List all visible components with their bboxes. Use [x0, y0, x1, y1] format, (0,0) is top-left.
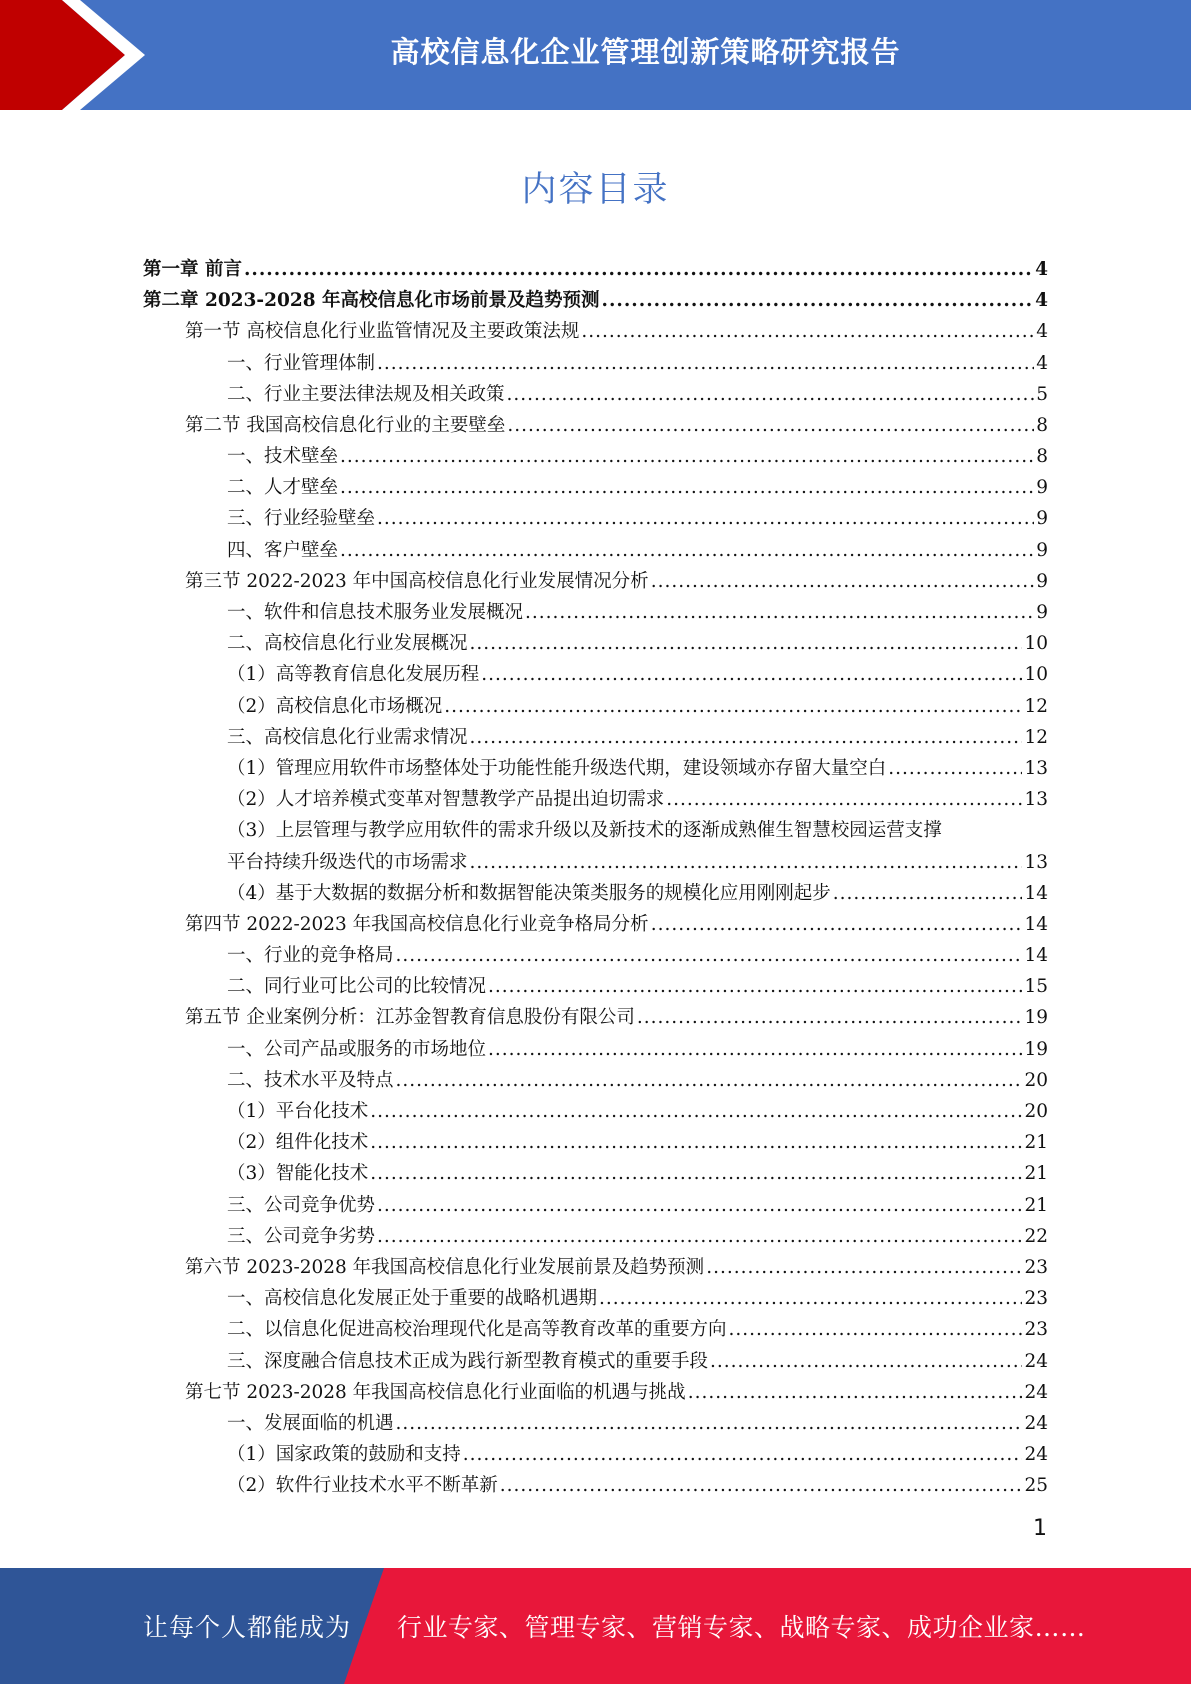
toc-entry-item-multiline[interactable] [143, 815, 1048, 877]
toc-page-number: 24 [1024, 1444, 1048, 1466]
toc-page-number: 14 [1024, 913, 1048, 935]
toc-entry-subsection[interactable] [143, 1346, 1048, 1377]
toc-entry-subsection[interactable] [143, 348, 1048, 379]
toc-page-number: 22 [1024, 1225, 1048, 1247]
dot-leader [525, 597, 1034, 628]
toc-entry-text: 第七节 2023-2028 年我国高校信息化行业面临的机遇与挑战 [185, 1381, 686, 1403]
toc-page-number: 13 [1024, 789, 1048, 811]
dot-leader [340, 472, 1034, 503]
toc-entry-subsection[interactable] [143, 472, 1048, 503]
toc-entry-text: （2）组件化技术 [227, 1132, 369, 1154]
toc-page-number: 8 [1036, 414, 1048, 436]
toc-entry-section[interactable] [143, 1252, 1048, 1283]
toc-entry-subsection[interactable] [143, 971, 1048, 1002]
toc-page-number: 21 [1024, 1194, 1048, 1216]
toc-page-number: 14 [1024, 882, 1048, 904]
dot-leader [396, 940, 1023, 971]
dot-leader [463, 1439, 1023, 1470]
toc-page-number: 5 [1036, 383, 1048, 405]
toc-entry-text: 第四节 2022-2023 年我国高校信息化行业竞争格局分析 [185, 913, 649, 935]
toc-page-number: 20 [1024, 1101, 1048, 1123]
dot-leader [481, 659, 1022, 690]
toc-entry-subsection[interactable] [143, 597, 1048, 628]
toc-entry-text: （3）上层管理与教学应用软件的需求升级以及新技术的逐渐成熟催生智慧校园运营支撑 [227, 820, 942, 842]
header-arrow-decoration [0, 0, 160, 110]
report-title: 高校信息化企业管理创新策略研究报告 [390, 34, 901, 69]
toc-entry-text: 一、行业管理体制 [227, 352, 376, 374]
dot-leader [370, 1158, 1022, 1189]
toc-entry-text: 一、软件和信息技术服务业发展概况 [227, 602, 524, 624]
toc-entry-text: （3）智能化技术 [227, 1163, 369, 1185]
dot-leader [370, 1096, 1022, 1127]
toc-entry-text: 第五节 企业案例分析：江苏金智教育信息股份有限公司 [185, 1007, 635, 1029]
toc-entry-text: 第一节 高校信息化行业监管情况及主要政策法规 [185, 321, 580, 343]
dot-leader [340, 535, 1034, 566]
toc-entry-section[interactable] [143, 316, 1048, 347]
toc-entry-item[interactable] [143, 1439, 1048, 1470]
toc-entry-text: 二、技术水平及特点 [227, 1069, 394, 1091]
toc-entry-text: 一、行业的竞争格局 [227, 945, 394, 967]
toc-page-number: 21 [1024, 1132, 1048, 1154]
toc-entry-chapter-1[interactable] [143, 254, 1048, 285]
toc-page-number: 10 [1024, 633, 1048, 655]
dot-leader [710, 1346, 1022, 1377]
dot-leader [888, 753, 1022, 784]
dot-leader [470, 628, 1023, 659]
toc-entry-item[interactable] [143, 1158, 1048, 1189]
toc-entry-subsection[interactable] [143, 940, 1048, 971]
toc-entry-text: 二、行业主要法律法规及相关政策 [227, 383, 505, 405]
toc-entry-subsection[interactable] [143, 1408, 1048, 1439]
header-banner [0, 0, 1191, 110]
toc-entry-section[interactable] [143, 566, 1048, 597]
toc-entry-text: 四、客户壁垒 [227, 539, 339, 561]
toc-entry-text: （4）基于大数据的数据分析和数据智能决策类服务的规模化应用刚刚起步 [227, 882, 831, 904]
toc-page-number: 24 [1024, 1412, 1048, 1434]
toc-entry-text: 一、高校信息化发展正处于重要的战略机遇期 [227, 1288, 598, 1310]
toc-page-number: 23 [1024, 1288, 1048, 1310]
toc-entry-subsection[interactable] [143, 1221, 1048, 1252]
dot-leader [244, 254, 1033, 285]
dot-leader [833, 878, 1023, 909]
toc-entry-section[interactable] [143, 410, 1048, 441]
toc-entry-text: （2）高校信息化市场概况 [227, 695, 443, 717]
toc-entry-item[interactable] [143, 691, 1048, 722]
toc-entry-subsection[interactable] [143, 722, 1048, 753]
dot-leader [488, 971, 1022, 1002]
toc-entry-subsection[interactable] [143, 504, 1048, 535]
toc-entry-item[interactable] [143, 1127, 1048, 1158]
toc-entry-section[interactable] [143, 909, 1048, 940]
toc-entry-continuation [227, 847, 1048, 878]
dot-leader [599, 1283, 1022, 1314]
dot-leader [488, 1034, 1022, 1065]
toc-entry-subsection[interactable] [143, 379, 1048, 410]
dot-leader [396, 1408, 1023, 1439]
toc-page-number: 4 [1036, 321, 1048, 343]
toc-page-number: 21 [1024, 1163, 1048, 1185]
dot-leader [396, 1065, 1023, 1096]
dot-leader [444, 691, 1022, 722]
toc-entry-item[interactable] [143, 878, 1048, 909]
toc-page-number: 25 [1024, 1475, 1048, 1497]
toc-entry-text: 三、高校信息化行业需求情况 [227, 726, 468, 748]
dot-leader [377, 348, 1034, 379]
toc-entry-text-continued: 平台持续升级迭代的市场需求 [227, 851, 468, 873]
dot-leader [507, 379, 1035, 410]
toc-entry-text: 三、公司竞争优势 [227, 1194, 376, 1216]
toc-page-number: 4 [1035, 258, 1048, 280]
dot-leader [370, 1127, 1022, 1158]
toc-entry-text: 第一章 前言 [143, 258, 242, 280]
dot-leader [470, 847, 1023, 878]
toc-entry-subsection[interactable] [143, 1190, 1048, 1221]
dot-leader [706, 1252, 1022, 1283]
toc-page-number: 4 [1036, 352, 1048, 374]
toc-entry-text: 三、公司竞争劣势 [227, 1225, 376, 1247]
dot-leader [688, 1377, 1023, 1408]
dot-leader [666, 784, 1022, 815]
dot-leader [651, 566, 1035, 597]
toc-entry-text: （1）高等教育信息化发展历程 [227, 664, 480, 686]
toc-entry-text: （2）人才培养模式变革对智慧教学产品提出迫切需求 [227, 789, 665, 811]
toc-page-number: 8 [1036, 446, 1048, 468]
toc-entry-subsection[interactable] [143, 1283, 1048, 1314]
toc-entry-text: （1）平台化技术 [227, 1101, 369, 1123]
toc-page-number: 19 [1024, 1038, 1048, 1060]
toc-entry-text: 第六节 2023-2028 年我国高校信息化行业发展前景及趋势预测 [185, 1256, 705, 1278]
dot-leader [500, 1470, 1023, 1501]
toc-entry-text: 第三节 2022-2023 年中国高校信息化行业发展情况分析 [185, 570, 649, 592]
toc-entry-item[interactable] [143, 1096, 1048, 1127]
toc-entry-section[interactable] [143, 1003, 1048, 1034]
toc-page-number: 24 [1024, 1350, 1048, 1372]
footer-slogan-right: 行业专家、管理专家、营销专家、战略专家、成功企业家…… [397, 1613, 1086, 1642]
dot-leader [581, 316, 1034, 347]
toc-page-number: 19 [1024, 1007, 1048, 1029]
toc-entry-subsection[interactable] [143, 535, 1048, 566]
toc-entry-subsection[interactable] [143, 1065, 1048, 1096]
toc-page-number: 24 [1024, 1381, 1048, 1403]
toc-page-number: 9 [1036, 477, 1048, 499]
toc-entry-text: 三、深度融合信息技术正成为践行新型教育模式的重要手段 [227, 1350, 709, 1372]
toc-page-number: 13 [1024, 757, 1048, 779]
dot-leader [470, 722, 1023, 753]
dot-leader [377, 1221, 1022, 1252]
toc-entry-text: 一、技术壁垒 [227, 446, 339, 468]
toc-page-number: 20 [1024, 1069, 1048, 1091]
dot-leader [637, 1002, 1023, 1033]
toc-entry-subsection[interactable] [143, 1314, 1048, 1345]
toc-entry-subsection[interactable] [143, 1034, 1048, 1065]
toc-entry-subsection[interactable] [143, 441, 1048, 472]
toc-entry-text: 二、以信息化促进高校治理现代化是高等教育改革的重要方向 [227, 1319, 727, 1341]
toc-page-number: 9 [1036, 539, 1048, 561]
toc-page-number: 12 [1024, 726, 1048, 748]
toc-entry-text: 一、公司产品或服务的市场地位 [227, 1038, 487, 1060]
dot-leader [729, 1314, 1023, 1345]
toc-entry-text: 二、人才壁垒 [227, 477, 339, 499]
toc-entry-text: 第二节 我国高校信息化行业的主要壁垒 [185, 414, 506, 436]
toc-entry-text: 第二章 2023-2028 年高校信息化市场前景及趋势预测 [143, 290, 600, 312]
dot-leader [377, 1190, 1022, 1221]
toc-page-number: 12 [1024, 695, 1048, 717]
toc-entry-text: 一、发展面临的机遇 [227, 1412, 394, 1434]
toc-page-number: 9 [1036, 508, 1048, 530]
toc-entry-text: 三、行业经验壁垒 [227, 508, 376, 530]
toc-entry-section[interactable] [143, 1377, 1048, 1408]
toc-entry-chapter-2[interactable] [143, 285, 1048, 316]
toc-entry-text: （1）管理应用软件市场整体处于功能性能升级迭代期，建设领域亦存留大量空白 [227, 757, 887, 779]
table-of-contents [143, 254, 1048, 1502]
dot-leader [507, 410, 1034, 441]
toc-heading: 内容目录 [521, 170, 670, 210]
dot-leader [377, 503, 1034, 534]
page-number: 1 [1033, 1516, 1047, 1541]
footer-banner [0, 1568, 1191, 1684]
toc-entry-item[interactable] [143, 753, 1048, 784]
dot-leader [651, 909, 1023, 940]
toc-page-number: 13 [1024, 851, 1048, 873]
toc-entry-item[interactable] [143, 659, 1048, 690]
toc-entry-text: （1）国家政策的鼓励和支持 [227, 1444, 461, 1466]
toc-entry-text: 二、同行业可比公司的比较情况 [227, 976, 487, 998]
toc-entry-item[interactable] [143, 784, 1048, 815]
toc-page-number: 9 [1036, 602, 1048, 624]
toc-entry-item[interactable] [143, 1470, 1048, 1501]
toc-page-number: 4 [1035, 290, 1048, 312]
dot-leader [340, 441, 1034, 472]
toc-page-number: 10 [1024, 664, 1048, 686]
toc-page-number: 15 [1024, 976, 1048, 998]
toc-entry-subsection[interactable] [143, 628, 1048, 659]
footer-slogan-left: 让每个人都能成为 [143, 1613, 352, 1642]
dot-leader [602, 285, 1034, 316]
toc-entry-text: 二、高校信息化行业发展概况 [227, 633, 468, 655]
toc-page-number: 23 [1024, 1319, 1048, 1341]
toc-page-number: 9 [1036, 570, 1048, 592]
toc-page-number: 23 [1024, 1256, 1048, 1278]
toc-page-number: 14 [1024, 945, 1048, 967]
toc-entry-text: （2）软件行业技术水平不断革新 [227, 1475, 498, 1497]
